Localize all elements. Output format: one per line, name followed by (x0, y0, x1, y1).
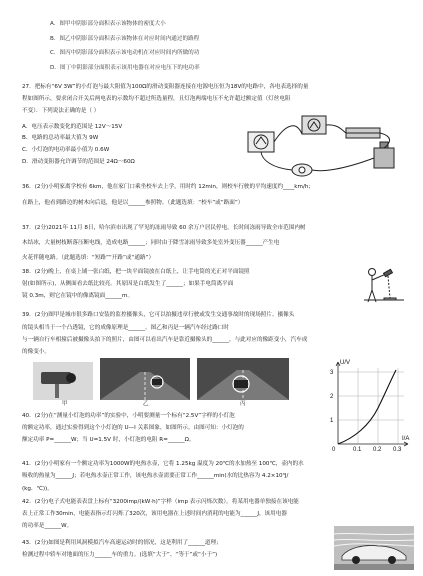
q27-option-c: C．小灯泡的电功率最小值为 0.6W (22, 147, 110, 153)
q39-line-2: 的镜头相当于一个凸透镜，它的成像原理是______。图乙和丙是一辆汽车经过路口时 (22, 325, 229, 331)
q37-line-1: 37．(2分)2021年 11月 8日，哈尔滨市出现了罕见的冻雨导致 60 余万户居民停电。长时间冻雨导致全市范围内树 (22, 225, 306, 231)
q42-line-2: 表上正常工作30min，电能表指示灯闪烁了320次，该用电器在上述时间内消耗的电能为______J，该用电器 (22, 511, 287, 517)
q43-line-2: 检测过程中轿车对地面的压力______车的重力。(选填“大于”、“等于”或“小于”) (22, 552, 218, 558)
q27-line-1: 27．把标有“6V 3W”的小灯泡与最大阻值为100Ω的滑动变阻器连接在电源电压恒为18V的电路中，各电表选择的量 (22, 84, 309, 90)
ui-curve (338, 370, 396, 444)
flashlight-mirror-figure (360, 262, 406, 308)
q37-line-2: 木结冰，大量树枝断落压断电线，造成电路______；同时由于降雪冻雨导致多处室外变压器______产生电 (22, 240, 280, 246)
q41-line-2: 吸收的热量为______J；若电热水壶正常工作，该电热水壶需要正常工作______min(水的比热容为 4.2×10³J/ (22, 473, 289, 479)
caption-yi: 乙 (143, 401, 149, 407)
q38-line-3: 镜 0.3m，则它在镜中的像离镜面______m。 (22, 293, 134, 299)
ui-graph (324, 356, 414, 454)
graph-ylabel: U/V (340, 360, 351, 366)
q39-line-4: 的像变小。 (22, 349, 50, 355)
q42-line-3: 的功率是______W。 (22, 523, 73, 529)
q27-option-a: A．电压表示数变化的范围是 12V～15V (22, 124, 123, 130)
q40-line-2: 的额定功率，通过实验得到这个小灯泡的 U—I 关系图象，如图所示。由图可知：小灯泡的 (22, 425, 244, 431)
photo-yi (100, 358, 190, 400)
photo-bing (197, 358, 289, 400)
top-option-a: A．图甲中阴影部分面积表示该物体的密度大小 (50, 21, 166, 27)
q39-line-1: 39．(2分)图甲是城市很多路口安装的监控摄像头，它可以拍摄违章行驶或发生交通事故时的现场照片。摄像头 (22, 312, 295, 318)
q43-line-1: 43．(2分)如图是利用风洞模拟汽车高速运动时的情况，这是利用了______道理； (22, 540, 222, 546)
circuit-diagram (242, 112, 410, 182)
q27-option-d: D．滑动变阻器允许调节的范围是 24Ω～60Ω (22, 159, 135, 165)
q39-line-3: 与一辆自行车相撞后被摄像头拍下的照片，由图可以看出汽车是靠近摄像头的______，与此对应的像距变小，汽车成 (22, 337, 308, 343)
q27-option-b: B．电路的总功率最大值为 9W (22, 135, 99, 141)
q38-line-1: 38．(2分)晚上，在桌上铺一张白纸，把一块平面镜放在白纸上，让手电筒的光正对平面镜照 (22, 269, 250, 275)
top-option-d: D．图丁中阴影部分面积表示该用电器在对应电压下的电功率 (50, 65, 200, 71)
q37-line-3: 火花伴随电路。（此题选填：“短路”“开路”或“通路”） (22, 255, 155, 261)
graph-xtick-2: 0.2 (373, 447, 382, 453)
camera-photo-jia (33, 362, 93, 400)
graph-xtick-1: 0.1 (353, 447, 362, 453)
q42-line-1: 42．(2分)电子式电能表表盘上标有“3200imp/(kW·h)”字样（imp 表示闪烁次数）。将某用电器单独接在该电能 (22, 499, 299, 505)
q40-line-1: 40．(2分)在“测量小灯泡的功率”的实验中，小明要测量一个标有“2.5V”字样的小灯泡 (22, 413, 235, 419)
graph-ytick-1: 1 (330, 418, 334, 424)
q41-line-3: (kg．℃))。 (22, 486, 53, 492)
wind-tunnel-car-figure (334, 526, 414, 570)
caption-bing: 丙 (240, 401, 246, 407)
graph-origin: 0 (332, 447, 336, 453)
graph-xtick-3: 0.3 (393, 447, 402, 453)
graph-ytick-2: 2 (330, 394, 334, 400)
q27-line-2: 程如图所示，要求闭合开关后两电表的示数均不超过所选量程，且灯泡两端电压不允许超过额定值（灯丝电阻 (22, 96, 291, 102)
q41-line-1: 41．(2分)小明家有一个额定功率为1000W的电热水壶，它将 1.25kg 温度为 20℃的水加热至 100℃，壶内的水 (22, 461, 304, 467)
top-option-b: B．图乙中阴影部分面积表示该物体在对应时间内通过的路程 (50, 36, 200, 42)
q27-line-3: 不变）．下列说法正确的是（ ） (22, 108, 100, 114)
graph-ytick-3: 3 (330, 370, 334, 376)
q38-line-2: 射(如图所示)，从侧面看去纸比较亮。其原因是白纸发生了______；如果手电筒离平面 (22, 281, 234, 287)
q36-line-1: 36．(2分)小明家离学校有 6km，他在家门口乘坐校车去上学，用时约 12min，则校车行驶的平均速度约____km/h； (22, 184, 314, 190)
caption-jia: 甲 (62, 401, 68, 407)
q40-line-3: 额定功率 P=______W；当 U=1.5V 时，小灯泡的电阻 R=______Ω。 (22, 437, 195, 443)
top-option-c: C．图丙中阴影部分面积表示该电动机在对应时间内所做的功 (50, 50, 200, 56)
graph-xlabel: I/A (402, 436, 410, 442)
q36-line-2: 在路上，他看到路边的树木向后退，他是以______参照物。（此题选填：“校车”或“路面”） (22, 200, 244, 206)
